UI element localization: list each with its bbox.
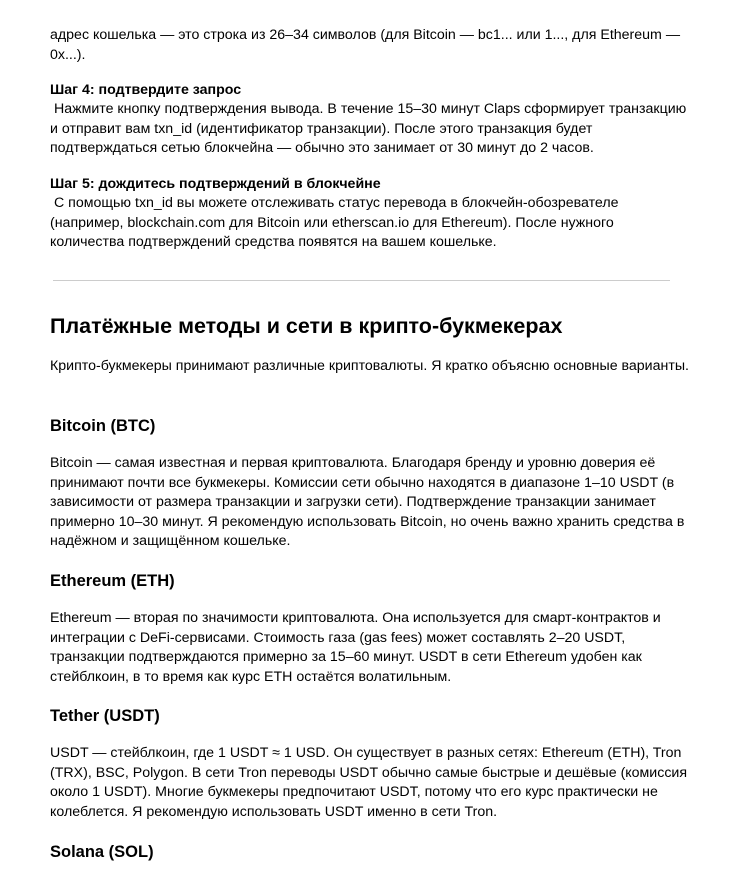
section-title: Платёжные методы и сети в крипто-букмекерах bbox=[50, 314, 563, 338]
eth-heading: Ethereum (ETH) bbox=[50, 572, 175, 590]
usdt-heading: Tether (USDT) bbox=[50, 707, 160, 725]
intro-tail-paragraph: адрес кошелька — это строка из 26–34 символов (для Bitcoin — bc1... или 1..., для Ethereum — 0x...). bbox=[50, 27, 684, 63]
btc-paragraph: Bitcoin — самая известная и первая криптовалюта. Благодаря бренду и уровню доверия её принимают почти все букмекеры. Комиссии сети обычно находятся в диапазоне 1–10 USDT (в зависимости от размера транзакции и загрузки сети). Подтверждение транзакции занимает примерно 10–30 минут. Я рекомендую использовать Bitcoin, но очень важно хранить средства в надёжном и защищённом кошельке. bbox=[50, 455, 689, 549]
step-4-text: Нажмите кнопку подтверждения вывода. В течение 15–30 минут Claps сформирует транзакцию и отправит вам txn_id (идентификатор транзакции). После этого транзакция будет подтверждаться сетью блокчейна — обычно это занимает от 30 минут до 2 часов. bbox=[50, 101, 691, 156]
usdt-paragraph: USDT — стейблкоин, где 1 USDT ≈ 1 USD. Он существует в разных сетях: Ethereum (ETH), Tron (TRX), BSC, Polygon. В сети Tron переводы USDT обычно самые быстрые и дешёвые (комиссия около 1 USDT). Многие букмекеры предпочитают USDT, потому что его курс практически не колеблется. Я рекомендую использовать USDT именно в сети Tron. bbox=[50, 745, 691, 820]
btc-heading: Bitcoin (BTC) bbox=[50, 417, 156, 435]
step-4-title: Шаг 4: подтвердите запрос bbox=[50, 82, 242, 98]
step-5-title: Шаг 5: дождитесь подтверждений в блокчейне bbox=[50, 176, 381, 192]
sol-heading: Solana (SOL) bbox=[50, 843, 154, 861]
section-intro: Крипто-букмекеры принимают различные криптовалюты. Я кратко объясню основные варианты. bbox=[50, 358, 689, 374]
section-divider bbox=[53, 280, 670, 281]
eth-paragraph: Ethereum — вторая по значимости криптовалюта. Она используется для смарт-контрактов и интеграции с DeFi-сервисами. Стоимость газа (gas fees) может составлять 2–20 USDT, транзакции подтверждаются примерно за 15–60 минут. USDT в сети Ethereum удобен как стейблкоин, в то время как курс ETH остаётся волатильным. bbox=[50, 610, 665, 685]
step-5-text: С помощью txn_id вы можете отслеживать статус перевода в блокчейн-обозревателе (например, blockchain.com для Bitcoin или etherscan.io для Ethereum). После нужного количества подтверждений средства появятся на вашем кошельке. bbox=[50, 195, 623, 250]
